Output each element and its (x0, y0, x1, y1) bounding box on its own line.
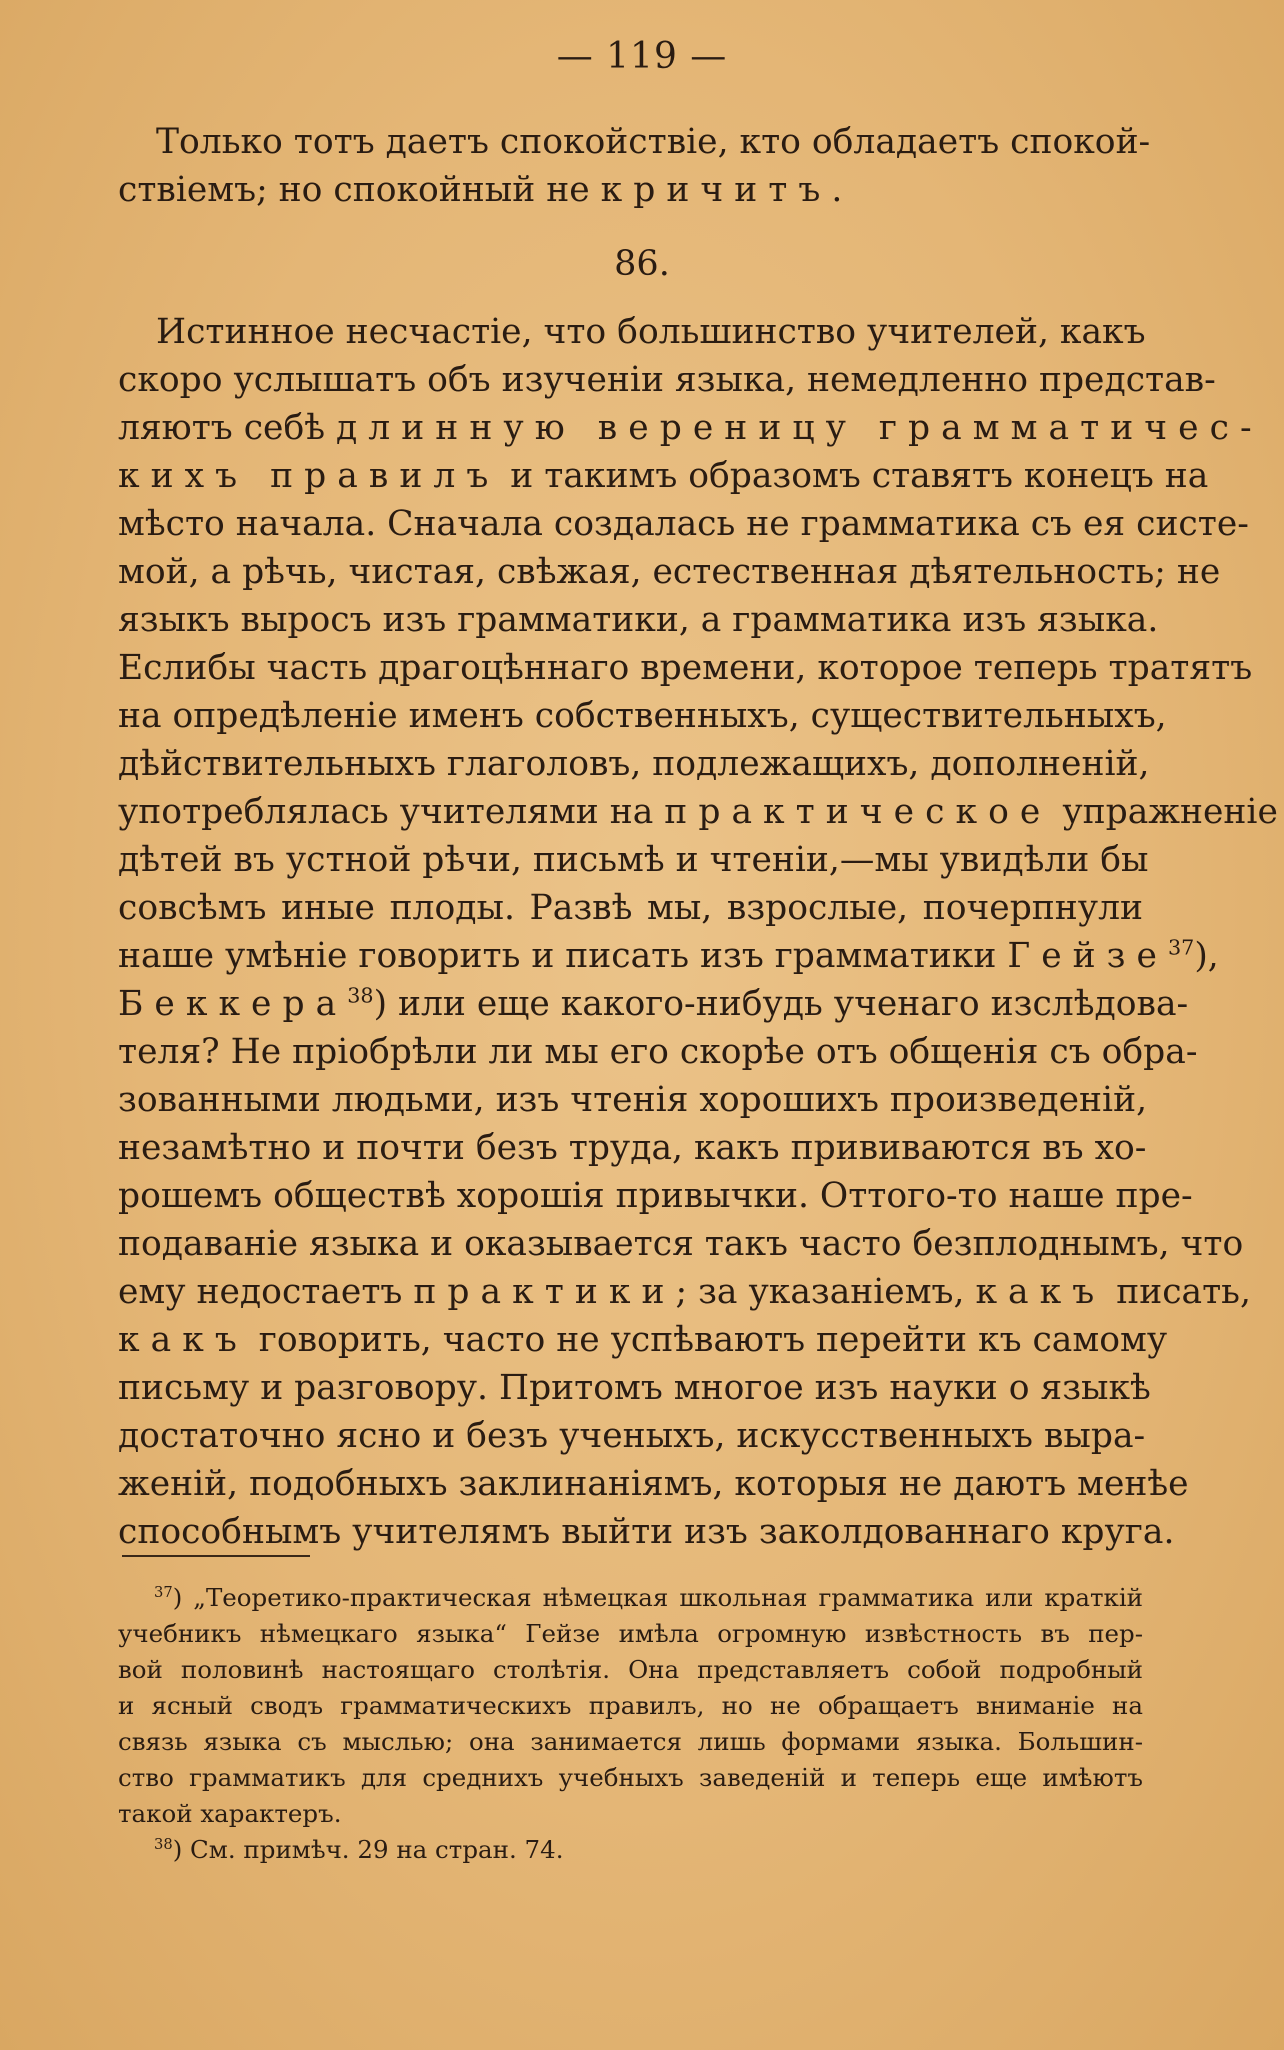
footnote-marker: 38 (154, 1835, 173, 1853)
footnote-line: вой половинѣ настоящаго столѣтія. Она представляетъ собой подробный (118, 1655, 1143, 1684)
footnote-ref[interactable]: 38 (347, 983, 374, 1008)
emphasis-text: кричитъ. (600, 170, 854, 210)
footnote-line: и ясный сводъ грамматическихъ правилъ, но не обращаетъ вниманіе на (118, 1691, 1143, 1720)
line-text: говорить, часто не успѣваютъ перейти къ самому (247, 1320, 1168, 1360)
text-line (118, 1268, 1251, 1316)
text-line (118, 980, 1189, 1028)
line-text: ) См. примѣч. 29 на стран. 74. (172, 1835, 564, 1864)
intro-paragraph (118, 118, 1151, 214)
text-line: дѣтей въ устной рѣчи, письмѣ и чтеніи,—мы увидѣли бы (118, 840, 1149, 880)
text-line: на опредѣленіе именъ собственныхъ, существительныхъ, (118, 696, 1167, 736)
emphasis-text: длинную вереницу грамматичес- (336, 408, 1263, 448)
footnote-separator (122, 1555, 310, 1557)
text-line: достаточно ясно и безъ ученыхъ, искусственныхъ выра- (118, 1416, 1146, 1456)
text-line (118, 932, 1219, 980)
text-line (118, 1316, 1168, 1364)
emphasis-text: кихъ правилъ (118, 456, 500, 496)
text-line: способнымъ учителямъ выйти изъ заколдованнаго круга. (118, 1512, 1175, 1552)
line-text: наше умѣніе говорить и писать изъ грамматики (118, 936, 1008, 976)
line-text: писать, (1105, 1272, 1251, 1312)
footnote-line: ство грамматикъ для среднихъ учебныхъ заведеній и теперь еще имѣютъ (118, 1763, 1143, 1792)
emphasis-text: практики (413, 1272, 676, 1312)
text-line: письму и разговору. Притомъ многое изъ науки о языкѣ (118, 1368, 1151, 1408)
emphasis-text: какъ (975, 1272, 1106, 1312)
footnote-ref[interactable]: 37 (1168, 935, 1195, 960)
line-text: и такимъ образомъ ставятъ конецъ на (499, 456, 1209, 496)
section-number: 86. (614, 244, 670, 284)
text-line (118, 452, 1209, 500)
text-line: Истинное несчастіе, что большинство учителей, какъ (156, 312, 1146, 352)
text-line: зованными людьми, изъ чтенія хорошихъ произведеній, (118, 1080, 1148, 1120)
text-line (118, 166, 1143, 214)
line-text: упражненіе (1051, 792, 1278, 832)
text-line: языкъ выросъ изъ грамматики, а грамматика изъ языка. (118, 600, 1159, 640)
text-line: скоро услышатъ объ изученіи языка, немедленно представ- (118, 360, 1216, 400)
text-line (118, 404, 1263, 452)
footnote-marker: 37 (154, 1583, 173, 1601)
main-paragraph (118, 308, 1278, 1556)
emphasis-text: Гейзе (1007, 936, 1169, 976)
line-text: ), (1194, 936, 1219, 976)
text-line: Еслибы часть драгоцѣннаго времени, которое теперь тратятъ (118, 648, 1253, 688)
line-text: ) „Теоретико-практическая нѣмецкая школьная грамматика или краткій (172, 1583, 1143, 1612)
text-line: дѣйствительныхъ глаголовъ, подлежащихъ, дополненій, (118, 744, 1150, 784)
page-number: — 119 — (556, 36, 728, 77)
line-text: ; за указаніемъ, (675, 1272, 976, 1312)
text-line: мой, а рѣчь, чистая, свѣжая, естественная дѣятельность; не (118, 552, 1221, 592)
footnotes (118, 1580, 1143, 1868)
footnote-line: такой характеръ. (118, 1799, 342, 1828)
line-text: ) или еще какого-нибудь ученаго изслѣдова- (373, 984, 1189, 1024)
text-line: подаваніе языка и оказывается такъ часто безплоднымъ, что (118, 1224, 1244, 1264)
line-text: ствіемъ; но спокойный не (118, 170, 601, 210)
footnote-line (118, 1580, 1143, 1616)
text-line: незамѣтно и почти безъ труда, какъ прививаются въ хо- (118, 1128, 1147, 1168)
text-line: рошемъ обществѣ хорошія привычки. Оттого-то наше пре- (118, 1176, 1193, 1216)
footnote-line (118, 1832, 1143, 1868)
text-line: женій, подобныхъ заклинаніямъ, которыя не даютъ менѣе (118, 1464, 1189, 1504)
line-text: употреблялась учителями на (118, 792, 665, 832)
text-line: Только тотъ даетъ спокойствіе, кто обладаетъ спокой- (156, 122, 1151, 162)
line-text: ляютъ себѣ (118, 408, 337, 448)
text-line: совсѣмъ иные плоды. Развѣ мы, взрослые, почерпнули (118, 888, 1143, 928)
line-text: ему недостаетъ (118, 1272, 414, 1312)
emphasis-text: какъ (118, 1320, 248, 1360)
emphasis-text: Беккера (118, 984, 348, 1024)
text-line: мѣсто начала. Сначала создалась не грамматика съ ея систе- (118, 504, 1249, 544)
footnote-line: учебникъ нѣмецкаго языка“ Гейзе имѣла огромную извѣстность въ пер- (118, 1619, 1143, 1648)
text-line (118, 788, 1278, 836)
text-line: теля? Не пріобрѣли ли мы его скорѣе отъ общенія съ обра- (118, 1032, 1198, 1072)
footnote-line: связь языка съ мыслью; она занимается лишь формами языка. Большин- (118, 1727, 1143, 1756)
emphasis-text: практическое (664, 792, 1052, 832)
